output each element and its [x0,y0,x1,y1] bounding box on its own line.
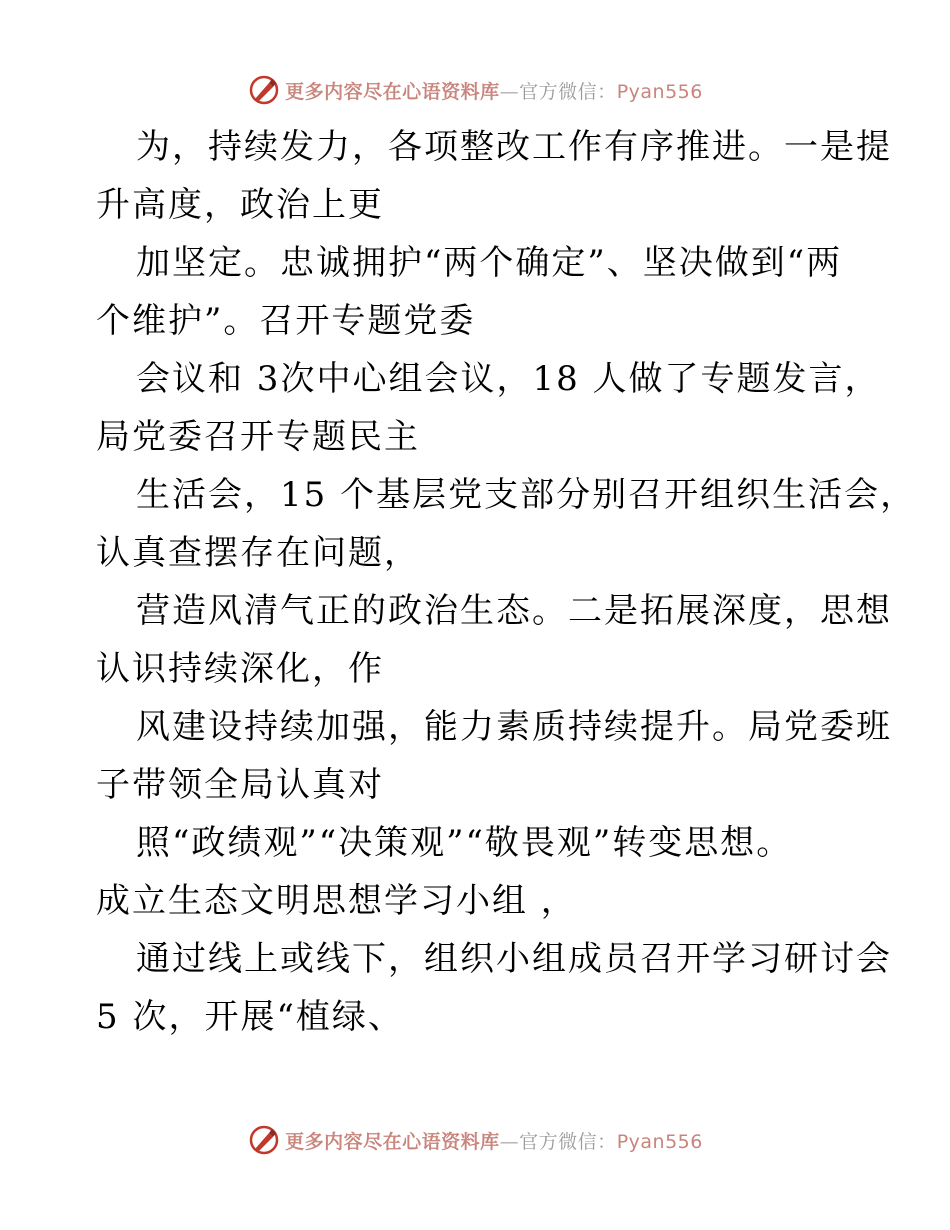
watermark-label: 官方微信： [519,1130,617,1153]
text-line: 营造风清气正的政治生态。二是拓展深度，思想 [136,591,892,631]
text-line: 认真查摆存在问题， [96,533,420,573]
watermark-brand: 更多内容尽在心语资料库 [285,1130,500,1153]
document-body [96,118,917,1046]
text-line: 会议和 3次中心组会议，18 人做了专题发言， [136,359,881,399]
watermark-id: Pyan556 [616,80,703,103]
pen-logo-icon [247,73,281,107]
watermark-dash: — [499,1130,520,1153]
text-line: 照“政绩观”“决策观”“敬畏观”转变思想。 [136,823,793,863]
text-line: 个维护”。召开专题党委 [96,301,476,341]
text-line: 为，持续发力，各项整改工作有序推进。一是提 [136,127,892,167]
watermark-label: 官方微信： [519,80,617,103]
header-watermark [0,70,950,110]
watermark-id: Pyan556 [616,1130,703,1153]
watermark-text [285,77,703,104]
text-line: 认识持续深化，作 [96,649,384,689]
watermark-text [285,1127,703,1154]
watermark-brand: 更多内容尽在心语资料库 [285,80,500,103]
text-line: 局党委召开专题民主 [96,417,420,457]
text-line: 成立生态文明思想学习小组 ， [96,881,577,921]
text-line: 风建设持续加强，能力素质持续提升。局党委班 [136,707,892,747]
footer-watermark [0,1120,950,1160]
pen-logo-icon [247,1123,281,1157]
text-line: 子带领全局认真对 [96,765,384,805]
text-line: 生活会，15 个基层党支部分别召开组织生活会， [136,475,917,515]
text-line: 5 次，开展“植绿、 [96,997,404,1037]
watermark-dash: — [499,80,520,103]
text-line: 加坚定。忠诚拥护“两个确定”、坚决做到“两 [136,243,843,283]
text-line: 通过线上或线下，组织小组成员召开学习研讨会 [136,939,892,979]
text-line: 升高度，政治上更 [96,185,384,225]
